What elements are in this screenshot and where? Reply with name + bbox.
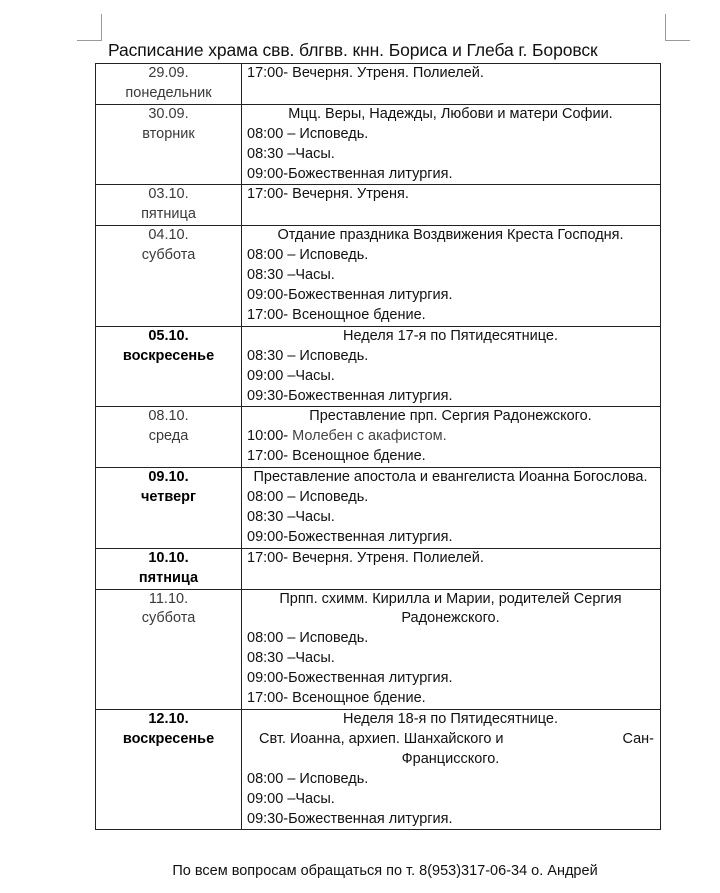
service-line: 08:30 –Часы. <box>247 650 335 667</box>
row-date: 05.10. <box>148 327 189 344</box>
events-cell <box>242 589 661 709</box>
row-date: 10.10. <box>148 549 189 566</box>
row-weekday: среда <box>148 428 189 445</box>
events-cell <box>242 710 661 830</box>
feast-title: Преставление апостола и евангелиста Иоанна Богослова. <box>253 469 648 486</box>
schedule-row <box>96 185 661 226</box>
feast-title: Неделя 18-я по Пятидесятнице. <box>342 711 558 727</box>
schedule-row <box>96 407 661 468</box>
date-cell <box>96 589 242 709</box>
row-date: 09.10. <box>148 469 189 486</box>
date-cell <box>96 326 242 407</box>
row-date: 03.10. <box>148 186 189 203</box>
date-cell <box>96 710 242 830</box>
service-line: 09:00-Божественная литургия. <box>247 670 453 687</box>
service-line: 09:30-Божественная литургия. <box>247 387 453 404</box>
row-weekday: суббота <box>141 610 196 627</box>
events-cell <box>242 326 661 407</box>
schedule-row <box>96 548 661 589</box>
events-cell <box>242 548 661 589</box>
date-cell <box>96 185 242 226</box>
row-weekday: пятница <box>138 569 199 586</box>
service-line: 09:00-Божественная литургия. <box>247 528 453 545</box>
page-corner-mark-left <box>77 14 102 41</box>
row-date: 04.10. <box>148 227 189 244</box>
page-corner-mark-right <box>665 14 690 41</box>
service-line: 09:00 –Часы. <box>247 790 335 807</box>
row-weekday: воскресенье <box>122 347 215 364</box>
service-line: 17:00- Всенощное бдение. <box>247 690 426 707</box>
service-line: 08:00 – Исповедь. <box>247 125 369 142</box>
events-cell <box>242 226 661 327</box>
events-cell <box>242 185 661 226</box>
row-date: 08.10. <box>148 408 189 425</box>
service-line: 08:30 –Часы. <box>247 508 335 525</box>
service-line: 08:00 – Исповедь. <box>247 770 369 787</box>
date-cell <box>96 226 242 327</box>
feast-subtitle <box>247 730 654 750</box>
date-cell <box>96 64 242 105</box>
row-weekday: четверг <box>140 489 197 506</box>
events-cell <box>242 468 661 549</box>
service-line: 17:00- Вечерня. Утреня. <box>247 186 409 203</box>
schedule-row <box>96 468 661 549</box>
row-date: 12.10. <box>148 711 189 727</box>
schedule-row <box>96 64 661 105</box>
schedule-row <box>96 104 661 185</box>
row-weekday: понедельник <box>125 84 212 101</box>
feast-title: Отдание праздника Воздвижения Креста Господня. <box>277 227 624 244</box>
date-cell <box>96 468 242 549</box>
service-line: 17:00- Вечерня. Утреня. Полиелей. <box>247 65 484 81</box>
row-date: 30.09. <box>148 105 189 122</box>
date-cell <box>96 407 242 468</box>
row-date: 29.09. <box>148 65 189 81</box>
schedule-row <box>96 589 661 709</box>
date-cell <box>96 104 242 185</box>
service-line: 09:00 –Часы. <box>247 367 335 384</box>
service-line: 17:00- Всенощное бдение. <box>247 306 426 323</box>
service-line: 08:00 – Исповедь. <box>247 630 369 647</box>
events-cell <box>242 104 661 185</box>
service-line: 09:00-Божественная литургия. <box>247 286 453 303</box>
schedule-row <box>96 226 661 327</box>
contact-footer: По всем вопросам обращаться по т. 8(953)317-06-34 о. Андрей <box>172 863 598 879</box>
feast-title: Прпп. схимм. Кирилла и Марии, родителей Сергия Радонежского. <box>279 590 622 627</box>
service-line: 08:30 –Часы. <box>247 145 335 162</box>
schedule-table <box>95 63 661 830</box>
service-line: 08:30 – Исповедь. <box>247 347 369 364</box>
feast-subtitle-end: Сан- <box>622 730 654 747</box>
row-date: 11.10. <box>148 590 189 607</box>
events-cell <box>242 407 661 468</box>
feast-title: Мцц. Веры, Надежды, Любови и матери Софии. <box>288 105 613 122</box>
service-line: 08:30 –Часы. <box>247 267 335 284</box>
feast-title: Преставление прп. Сергия Радонежского. <box>309 408 592 425</box>
service-line: 08:00 – Исповедь. <box>247 247 369 264</box>
feast-subtitle-start: Свт. Иоанна, архиеп. Шанхайского и <box>259 730 504 747</box>
service-line: 08:00 – Исповедь. <box>247 489 369 506</box>
service-line: 17:00- Всенощное бдение. <box>247 448 426 465</box>
feast-title: Неделя 17-я по Пятидесятнице. <box>342 327 558 344</box>
row-weekday: вторник <box>142 125 195 142</box>
moleben-time: 10:00- <box>247 428 289 445</box>
feast-subtitle-continued: Францисского. <box>401 750 500 767</box>
schedule-row <box>96 326 661 407</box>
date-cell <box>96 548 242 589</box>
schedule-row <box>96 710 661 830</box>
document-title: Расписание храма свв. блгвв. кнн. Бориса и Глеба г. Боровск <box>108 40 598 60</box>
moleben-text: Молебен с акафистом. <box>288 428 447 445</box>
row-weekday: пятница <box>141 206 196 223</box>
service-line: 09:30-Божественная литургия. <box>247 810 453 827</box>
row-weekday: суббота <box>141 247 196 264</box>
service-line: 09:00-Божественная литургия. <box>247 165 453 182</box>
events-cell <box>242 64 661 105</box>
service-line: 17:00- Вечерня. Утреня. Полиелей. <box>247 549 484 566</box>
service-line <box>247 427 654 447</box>
row-weekday: воскресенье <box>122 730 215 747</box>
